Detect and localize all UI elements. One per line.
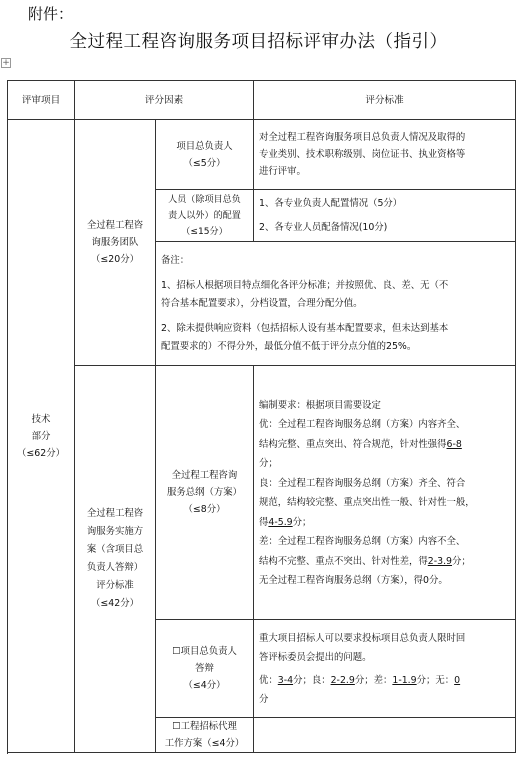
standard-line: 分 <box>259 693 269 705</box>
standard-line: 差：全过程工程咨询服务总纲（方案）内容不全、 <box>259 536 466 547</box>
project-leader-label: 项目总负责人 <box>176 140 233 152</box>
standard-line: 进行评审。 <box>259 166 306 177</box>
standard-line <box>259 552 510 572</box>
table-anchor-icon[interactable]: + <box>2 58 10 68</box>
remarks-cell <box>156 242 516 366</box>
agency-plan-cell <box>156 718 254 753</box>
remarks-heading: 备注： <box>161 254 190 266</box>
standard-line: 2、各专业人员配备情况(10分) <box>259 222 388 233</box>
project-leader-cell <box>156 120 254 190</box>
project-leader-score: （≤5分） <box>183 157 226 169</box>
standard-line: 优：全过程工程咨询服务总纲（方案）内容齐全、 <box>259 419 466 430</box>
agency-plan-label[interactable]: ☐工程招标代理 <box>172 721 237 732</box>
agency-plan-standard <box>254 718 516 753</box>
leader-defense-label[interactable]: ☐项目总负责人 <box>172 646 237 657</box>
staff-config-cell <box>156 190 254 242</box>
leader-defense-label: 答辩 <box>195 663 214 674</box>
header-evaluation-item: 评审项目 <box>8 81 75 120</box>
standard-text: 分；差： <box>354 674 393 686</box>
standard-line: 良：全过程工程咨询服务总纲（方案）齐全、符合 <box>259 477 466 489</box>
score-range: 6-8 <box>446 438 462 450</box>
standard-text: 结构不完整、重点不突出、针对性差，得 <box>259 555 428 567</box>
document-title: 全过程工程咨询服务项目招标评审办法（指引） <box>69 32 448 52</box>
standard-line <box>259 671 510 690</box>
staff-config-standard <box>254 190 516 242</box>
standard-line <box>259 513 510 533</box>
leader-defense-cell <box>156 620 254 718</box>
standard-line: 专业类别、技术职称级别、岗位证书、执业资格等 <box>259 149 466 160</box>
staff-config-score: （≤15分） <box>181 226 228 237</box>
remarks-line: 符合基本配置要求），分档设置，合理分配分值。 <box>161 297 363 309</box>
standard-text: 分；无： <box>416 674 455 686</box>
header-scoring-factors: 评分因素 <box>75 81 254 120</box>
service-outline-cell <box>156 366 254 620</box>
section-label: 技术 <box>31 413 51 425</box>
score-range: 1-1.9 <box>392 674 417 686</box>
standard-text: 分； <box>452 555 471 567</box>
score-range: 2-2.9 <box>330 674 355 686</box>
plan-label: 案（含项目总 <box>86 544 144 555</box>
standard-line: 编制要求：根据项目需要设定 <box>259 399 381 411</box>
team-label: 询服务团队 <box>91 237 139 248</box>
service-outline-label: 服务总纲（方案） <box>166 487 242 498</box>
standard-line: 分； <box>259 458 278 469</box>
remarks-line: 配置要求的）不得分外，最低分值不低于评分点分值的25%。 <box>161 340 417 352</box>
service-outline-standard <box>254 366 516 620</box>
plan-label: 负责人答辩） <box>86 562 144 573</box>
plan-score: （≤42分） <box>91 598 139 609</box>
team-score: （≤20分） <box>91 254 139 265</box>
remarks-line: 1、招标人根据项目特点细化各评分标准；并按照优、良、差、无（不 <box>161 279 449 291</box>
table-header-row <box>8 81 516 120</box>
header-scoring-standard: 评分标准 <box>254 81 516 120</box>
plan-label: 评分标准 <box>96 580 134 591</box>
agency-plan-label: 工作方案（≤4分） <box>164 738 245 749</box>
remarks-line: 2、除未提供响应资料（包括招标人设有基本配置要求，但未达到基本 <box>161 322 449 334</box>
standard-line: 答评标委员会提出的问题。 <box>259 651 372 663</box>
standard-text: 优： <box>259 674 278 686</box>
standard-line: 无全过程工程咨询服务总纲（方案），得0分。 <box>259 575 448 586</box>
staff-config-label: 人员（除项目总负 <box>168 194 241 205</box>
service-outline-score: （≤8分） <box>183 504 226 515</box>
leader-defense-score: （≤4分） <box>183 680 226 691</box>
team-factor-cell <box>75 120 156 366</box>
leader-defense-standard <box>254 620 516 718</box>
plan-label: 询服务实施方 <box>86 526 144 537</box>
evaluation-table <box>7 80 516 753</box>
service-outline-label: 全过程工程咨询 <box>171 470 238 481</box>
standard-line <box>259 435 510 455</box>
standard-line: 1、各专业负责人配置情况（5分） <box>259 198 403 209</box>
staff-config-label: 责人以外）的配置 <box>168 210 241 221</box>
standard-text: 分； <box>292 516 312 528</box>
standard-line: 重大项目招标人可以要求投标项目总负责人限时回 <box>259 632 466 644</box>
standard-line: 规范，结构较完整、重点突出性一般、针对性一般， <box>259 497 475 508</box>
attachment-label: 附件： <box>28 5 74 23</box>
plan-label: 全过程工程咨 <box>86 508 144 519</box>
table-row <box>8 366 516 620</box>
score-range: 0 <box>454 674 461 686</box>
plan-factor-cell <box>75 366 156 753</box>
project-leader-standard <box>254 120 516 190</box>
standard-line: 对全过程工程咨询服务项目总负责人情况及取得的 <box>259 132 466 143</box>
score-range: 2-3.9 <box>427 555 453 567</box>
score-range: 4-5.9 <box>268 516 293 528</box>
standard-text: 结构完整、重点突出、符合规范，针对性强得 <box>259 438 447 450</box>
standard-text: 分；良： <box>293 674 331 686</box>
table-row <box>8 120 516 190</box>
team-label: 全过程工程咨 <box>86 220 144 231</box>
section-score: （≤62分） <box>17 447 65 459</box>
section-label: 部分 <box>31 430 51 442</box>
standard-text: 得 <box>259 516 269 528</box>
score-range: 3-4 <box>277 674 294 686</box>
technical-section-cell <box>8 120 75 753</box>
